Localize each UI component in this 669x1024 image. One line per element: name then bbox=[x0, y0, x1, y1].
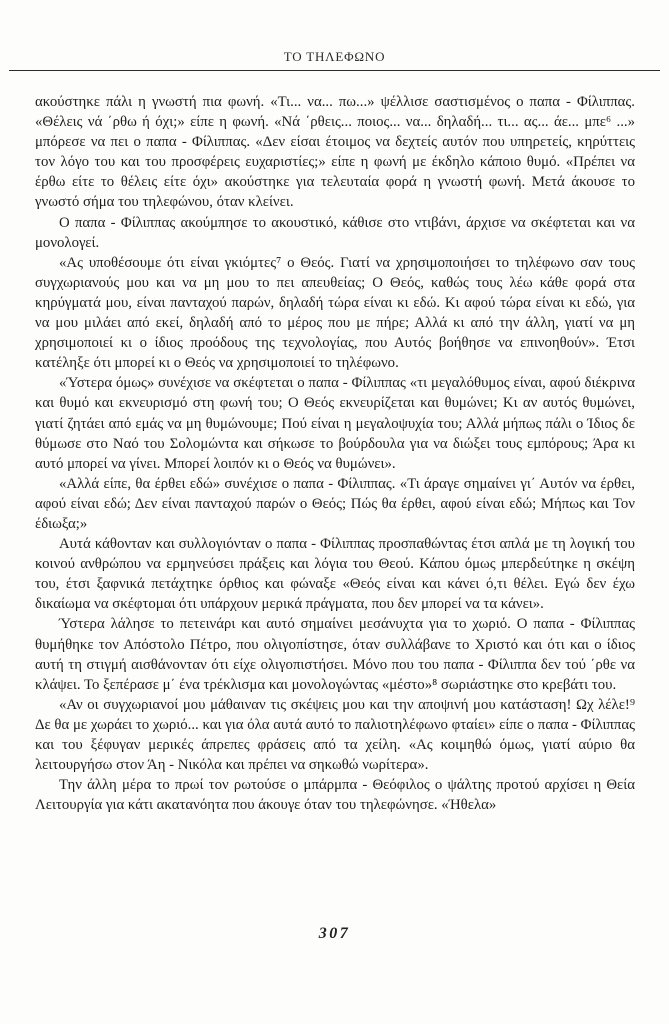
paragraph: Αυτά κάθονταν και συλλογιόνταν ο παπα - Φίλιππας προσπαθώντας έτσι απλά με τη λογική του κοινού ανθρώπου να ερμηνεύσει πράξεις και λόγια του Θεού. Κάπου όμως μπερδεύτηκε η σκέψη του, έτσι ξαφνικά πετάχτηκε όρθιος και φώναξε «Θεός είναι και κάνει ό,τι θέλει. Εγώ δεν έχω δικαίωμα να σκέφτομαι ότι υπάρχουν μερικά πράγματα, που δεν μπορεί να τα κάνει». bbox=[35, 536, 635, 613]
paragraph: Ύστερα λάλησε το πετεινάρι και αυτό σημαίνει μεσάνυχτα για το χωριό. Ο παπα - Φίλιππας θυμήθηκε τον Απόστολο Πέτρο, που ολιγοπίστησε, όταν συλλάβανε το Χριστό και ότι και ο ίδιος αυτή τη στιγμή αισθάνονταν ότι είχε ολιγοπιστήσει. Μόνο που του παπα - Φίλιππα δεν τού ΄ρθε να κλάψει. Το ξεπέρασε μ΄ ένα τρέκλισμα και μονολογώντας «μέστο»⁸ σωριάστηκε στο κρεβάτι του. bbox=[35, 616, 635, 693]
paragraph: ακούστηκε πάλι η γνωστή πια φωνή. «Τι... να... πω...» ψέλλισε σαστισμένος ο παπα - Φίλιππας. «Θέλεις νά ΄ρθω ή όχι;» είπε η φωνή. «Νά ΄ρθεις... ποιος... να... δηλαδή... τι... ας... άε... μπε⁶ ...» μπόρεσε να πει ο παπα - Φίλιππας. «Δεν είσαι έτοιμος να δεχτείς αυτόν που υπηρετείς, κηρύττεις τον λόγο του και του προσφέρεις ευχαριστίες;» είπε η φωνή με έκδηλο κάποιο θυμό. «Πρέπει να έρθω είτε το θέλεις είτε όχι» ακούστηκε για τελευταία φορά η γνωστή φωνή. Μετά άκουσε το γνωστό σήμα του τηλεφώνου, όταν κλείνει. bbox=[35, 94, 635, 211]
header-rule bbox=[9, 70, 660, 71]
page-text-block bbox=[35, 92, 635, 815]
page-number: 307 bbox=[318, 925, 351, 942]
running-header-title: ΤΟ ΤΗΛΕΦΩΝΟ bbox=[283, 49, 386, 64]
paragraph: «Αλλά είπε, θα έρθει εδώ» συνέχισε ο παπα - Φίλιππας. «Τι άραγε σημαίνει γι΄ Αυτόν να έρθει, αφού είναι εδώ; Δεν είναι πανταχού παρών ο Θεός; Πώς θα έρθει, αφού είναι εδώ; Μήπως και Τον έδιωξα;» bbox=[35, 475, 635, 532]
paragraph: «Ύστερα όμως» συνέχισε να σκέφτεται ο παπα - Φίλιππας «τι μεγαλόθυμος είναι, αφού διέκρινα και θυμό και εκνευρισμό στη φωνή του; Ο Θεός εκνευρίζεται και θυμώνει; Κι αν αυτός θυμώνει, γιατί ζητάει από εμάς να μη θυμώνουμε; Πού είναι η μεγαλοψυχία του; Αλλά μήπως πάλι ο Ίδιος δε θύμωσε στο Ναό του Σολομώντα και σήκωσε το βούρδουλα για να διώξει τους εμπόρους; Άρα κι αυτό μπορεί να γίνει. Μπορεί λοιπόν κι ο Θεός να θυμώνει». bbox=[35, 375, 635, 472]
paragraph: Ο παπα - Φίλιππας ακούμπησε το ακουστικό, κάθισε στο ντιβάνι, άρχισε να σκέφτεται και να μονολογεί. bbox=[35, 214, 635, 251]
paragraph: «Ας υποθέσουμε ότι είναι γκιόμτες⁷ ο Θεός. Γιατί να χρησιμοποιήσει το τηλέφωνο σαν τους συγχωριανούς μου και να μη μου το πει απευθείας; Ο Θεός, καθώς τους λέω κάθε φορά στα κηρύγματά μου, είναι πανταχού παρών, δηλαδή τώρα είναι κι εδώ. Κι αφού τώρα είναι κι εδώ, για να μου μιλάει από εκεί, δηλαδή από το μέρος που με πήρε; Αλλά κι από την άλλη, γιατί να μη χρησιμοποιεί κι ο ίδιος προόδους της τεχνολογίας, που Αυτός βοήθησε να επινοηθούν». Έτσι κατέληξε ότι μπορεί κι ο Θεός να χρησιμοποιεί το τηλέφωνο. bbox=[35, 254, 635, 372]
paragraph: Την άλλη μέρα το πρωί τον ρωτούσε ο μπάρμπα - Θεόφιλος ο ψάλτης προτού αρχίσει η Θεία Λειτουργία για κάτι ακατανόητα που άκουγε όταν του τηλεφώνησε. «Ήθελα» bbox=[35, 777, 635, 814]
paragraph: «Αν οι συγχωριανοί μου μάθαιναν τις σκέψεις μου και την αποψινή μου κατάσταση! Ωχ λέλε!⁹ Δε θα με χωράει το χωριό... και για όλα αυτά αυτό το παλιοτηλέφωνο φταίει» είπε ο παπα - Φίλιππας και του ξέφυγαν μερικές άπρεπες φράσεις από τα χείλη. «Ας κοιμηθώ όμως, γιατί αύριο θα λειτουργήσω στον Άη - Νικόλα και πρέπει να σηκωθώ νωρίτερα». bbox=[35, 696, 635, 774]
